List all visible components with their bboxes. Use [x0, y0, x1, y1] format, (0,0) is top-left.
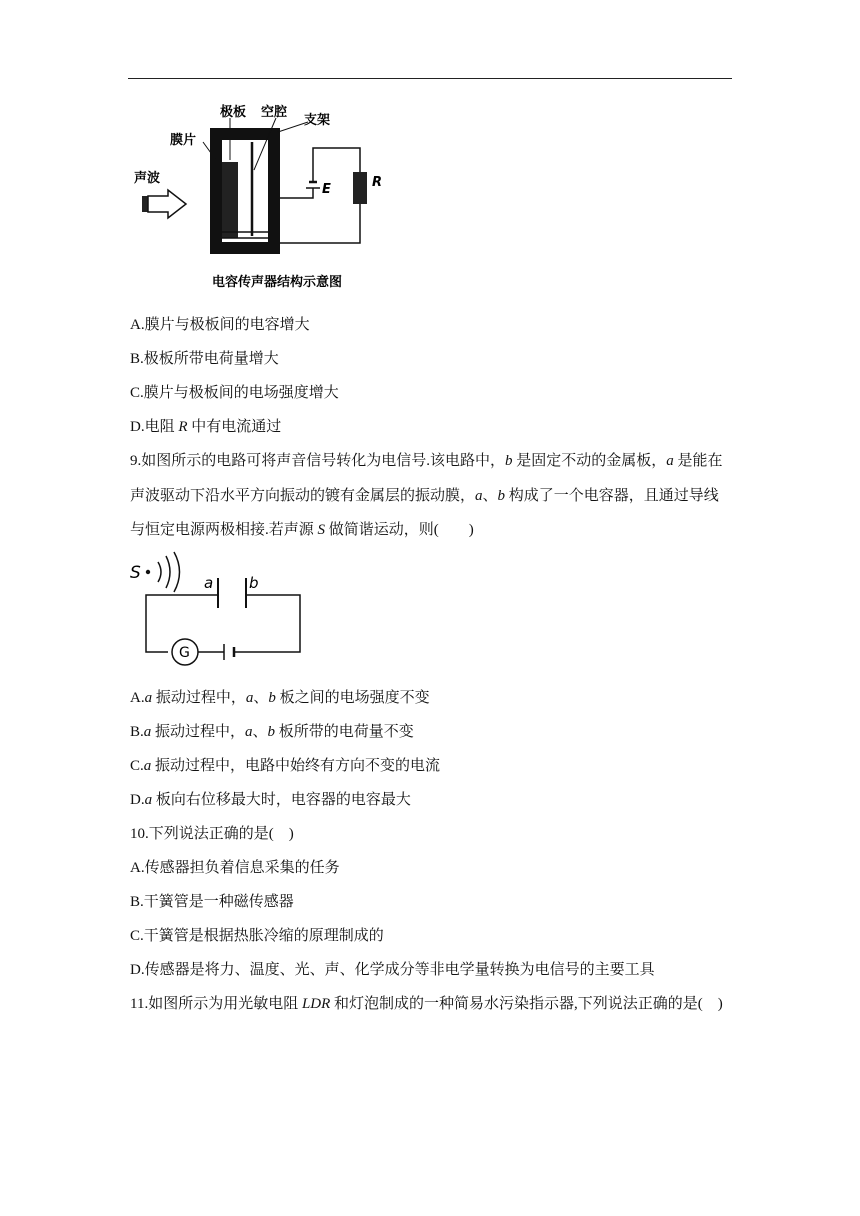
plate-b-label: b	[249, 574, 259, 592]
q8-option-b: B.极板所带电荷量增大	[130, 351, 279, 367]
source-s-label: S	[130, 563, 141, 583]
q8-option-a: A.膜片与极板间的电容增大	[130, 317, 310, 333]
diaphragm-label: 膜片	[170, 133, 197, 148]
capacitor-microphone-figure	[128, 100, 388, 295]
figure1-caption: 电容传声器结构示意图	[212, 275, 343, 290]
q9-option-d: D.a 板向右位移最大时，电容器的电容最大	[130, 792, 411, 808]
q10-option-d: D.传感器是将力、温度、光、声、化学成分等非电学量转换为电信号的主要工具	[130, 962, 655, 978]
q9-stem-line3: 与恒定电源两极相接.若声源 S 做简谐运动，则( )	[130, 522, 474, 538]
emf-label: E	[322, 182, 331, 197]
resistor-label: R	[372, 175, 383, 190]
cavity-label: 空腔	[261, 105, 288, 120]
sound-capacitor-circuit-figure	[128, 550, 308, 670]
q9-stem-line2: 声波驱动下沿水平方向振动的镀有金属层的振动膜，a、b 构成了一个电容器，且通过导线	[130, 488, 719, 504]
plate-label: 极板	[220, 105, 247, 120]
q10-option-b: B.干簧管是一种磁传感器	[130, 894, 294, 910]
galvanometer-label: G	[179, 645, 190, 661]
support-label: 支架	[304, 113, 331, 128]
q10-option-c: C.干簧管是根据热胀冷缩的原理制成的	[130, 928, 384, 944]
q9-option-b: B.a 振动过程中，a、b 板所带的电荷量不变	[130, 724, 414, 740]
q10-option-a: A.传感器担负着信息采集的任务	[130, 860, 340, 876]
q10-stem: 10.下列说法正确的是( )	[130, 826, 294, 842]
q9-option-a: A.a 振动过程中，a、b 板之间的电场强度不变	[130, 690, 430, 706]
plate-a-label: a	[204, 574, 214, 592]
header-rule	[128, 78, 732, 79]
q11-stem: 11.如图所示为用光敏电阻 LDR 和灯泡制成的一种简易水污染指示器,下列说法正确的是( )	[130, 996, 723, 1012]
q8-option-c: C.膜片与极板间的电场强度增大	[130, 385, 339, 401]
q8-option-d: D.电阻 R 中有电流通过	[130, 419, 282, 435]
sound-wave-label: 声波	[134, 171, 161, 186]
q9-stem-line1: 9.如图所示的电路可将声音信号转化为电信号.该电路中，b 是固定不动的金属板，a 是能在	[130, 453, 723, 469]
q9-option-c: C.a 振动过程中，电路中始终有方向不变的电流	[130, 758, 441, 774]
